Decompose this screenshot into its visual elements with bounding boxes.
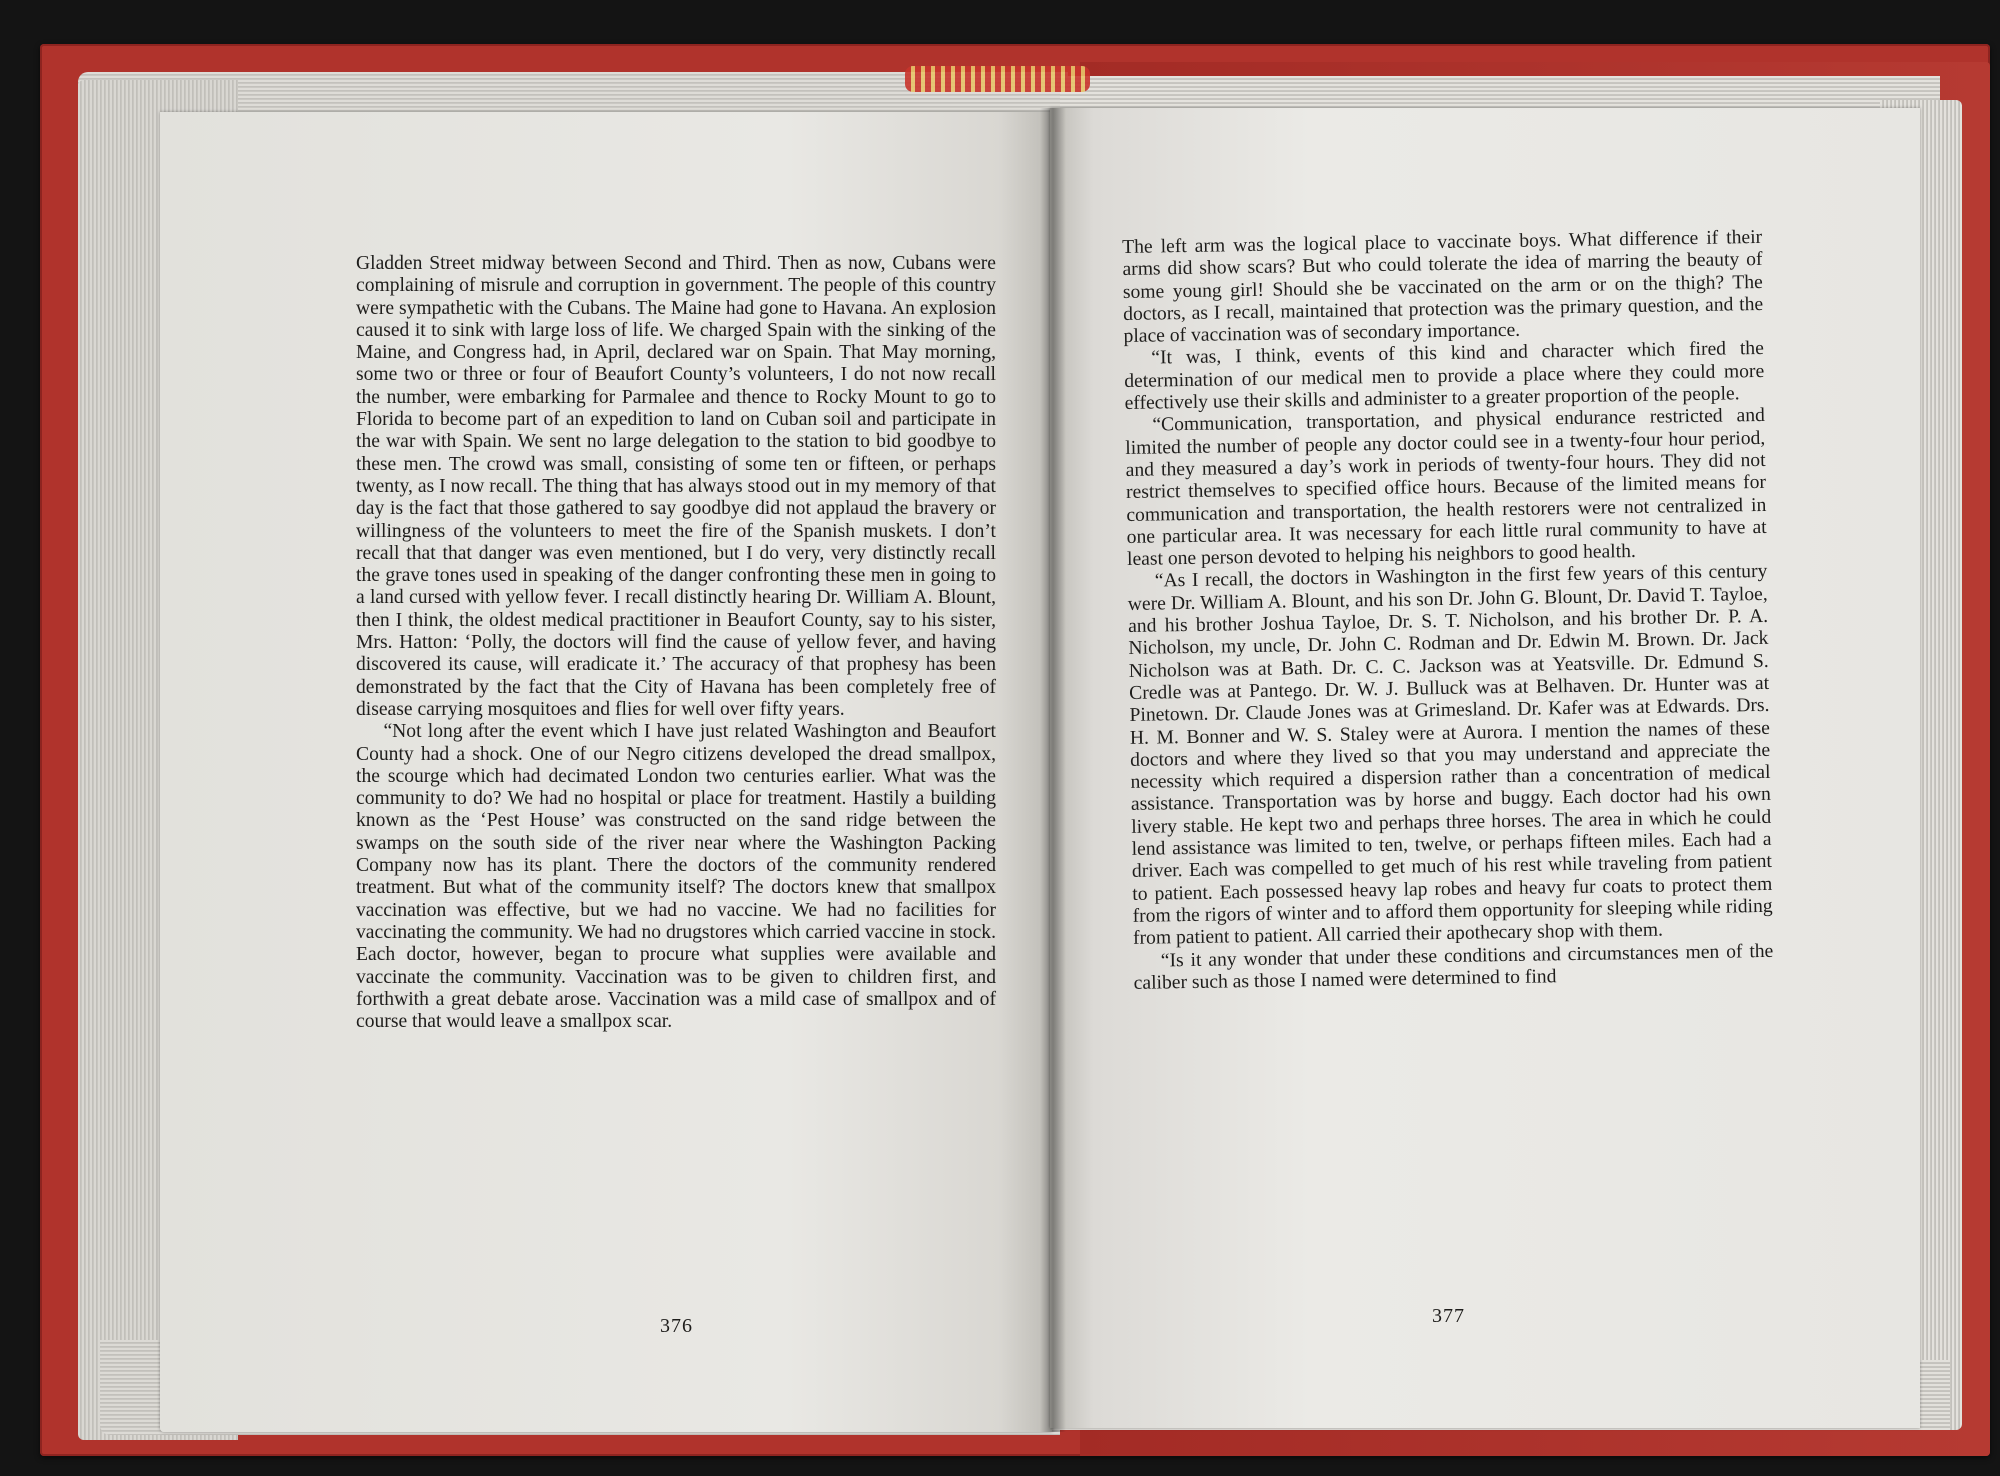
left-page-text (356, 253, 996, 1033)
right-page-number: 377 (1432, 1305, 1465, 1327)
right-paragraph-1: The left arm was the logical place to vaccinate boys. What difference if their arms did show scars? But who could tolerate the idea of marring the beauty of some young girl! Should she be vaccinated on the arm or on the thigh? The doctors, as I recall, maintained that protection was the primary question, and the place of vaccination was of secondary importance. (1122, 226, 1764, 348)
right-paragraph-2: “It was, I think, events of this kind and character which fired the determination of our medical men to provide a place where they could more effectively use their skills and administer to a greater proportion of the people. (1124, 338, 1765, 415)
spine-headband (905, 66, 1090, 92)
left-paragraph-2: “Not long after the event which I have just related Washington and Beaufort County had a shock. One of our Negro citizens developed the dread smallpox, the scourge which had decimated London two centuries earlier. What was the community to do? We had no hospital or place for treatment. Hastily a building known as the ‘Pest House’ was constructed on the sand ridge between the swamps on the south side of the river near where the Washington Packing Company now has its plant. There the doctors of the community rendered treatment. But what of the community itself? The doctors knew that smallpox vaccination was effective, but we had no vaccine. We had no facilities for vaccinating the community. We had no drugstores which carried vaccine in stock. Each doctor, however, began to procure what supplies were available and vaccinate the community. Vaccination was to be given to children first, and forthwith a great debate arose. Vaccination was a mild case of smallpox and of course that would leave a smallpox scar. (356, 721, 996, 1033)
left-page-number: 376 (660, 1315, 693, 1337)
right-page-text (1122, 227, 1774, 995)
left-paragraph-1: Gladden Street midway between Second and Third. Then as now, Cubans were complaining of misrule and corruption in government. The people of this country were sympathetic with the Cubans. The Maine had gone to Havana. An explosion caused it to sink with large loss of life. We charged Spain with the sinking of the Maine, and Congress had, in April, declared war on Spain. That May morning, some two or three or four of Beaufort County’s volunteers, I do not now recall the number, were embarking for Parmalee and thence to Rocky Mount to go to Florida to become part of an expedition to land on Cuban soil and participate in the war with Spain. We sent no large delegation to the station to bid goodbye to these men. The crowd was small, consisting of some ten or fifteen, or perhaps twenty, as I now recall. The thing that has always stood out in my memory of that day is the fact that those gathered to say goodbye did not applaud the bravery or willingness of the volunteers to meet the fire of the Spanish muskets. I don’t recall that that danger was even mentioned, but I do very, very distinctly recall the grave tones used in speaking of the danger confronting these men in going to a land cursed with yellow fever. I recall distinctly hearing Dr. William A. Blount, then I think, the oldest medical practitioner in Beaufort County, say to his sister, Mrs. Hatton: ‘Polly, the doctors will find the cause of yellow fever, and having discovered its cause, will eradicate it.’ The accuracy of that prophesy has been demonstrated by the fact that the City of Havana has been completely free of disease carrying mosquitoes and flies for well over fifty years. (356, 253, 996, 720)
right-paragraph-3: “Communication, transportation, and physical endurance restricted and limited the number of people any doctor could see in a twenty-four hour period, and they measured a day’s work in periods of twenty-four hours. They did not restrict themselves to specified office hours. Because of the limited means for communication and transportation, the health restorers were not centralized in one particular area. It was necessary for each little rural community to have at least one person devoted to helping his neighbors to good health. (1125, 405, 1767, 571)
right-paragraph-5: “Is it any wonder that under these conditions and circumstances men of the caliber such as those I named were determined to find (1133, 940, 1774, 994)
right-paragraph-4: “As I recall, the doctors in Washington in the first few years of this century were Dr. William A. Blount, and his son Dr. John G. Blount, Dr. David T. Tayloe, and his brother Joshua Tayloe, Dr. S. T. Nicholson, and his brother Dr. P. A. Nicholson, my uncle, Dr. John C. Rodman and Dr. Edwin M. Brown. Dr. Jack Nicholson was at Bath. Dr. C. C. Jackson was at Yeatsville. Dr. Edmund S. Credle was at Pantego. Dr. W. J. Bulluck was at Belhaven. Dr. Hunter was at Pinetown. Dr. Claude Jones was at Grimesland. Dr. Kafer was at Edwards. Drs. H. M. Bonner and W. S. Staley were at Aurora. I mention the names of these doctors and where they lived so that you may understand and appreciate the necessity which required a dispersion rather than a concentration of medical assistance. Transportation was by horse and buggy. Each doctor had his own livery stable. He kept two and perhaps three horses. The area in which he could lend assistance was limited to ten, twelve, or perhaps fifteen miles. Each had a driver. Each was compelled to get much of his rest while traveling from patient to patient. Each possessed heavy lap robes and heavy fur coats to protect them from the rigors of winter and to afford them opportunity for sleeping while riding from patient to patient. All carried their apothecary shop with them. (1127, 561, 1773, 950)
book-gutter (1040, 108, 1066, 1432)
